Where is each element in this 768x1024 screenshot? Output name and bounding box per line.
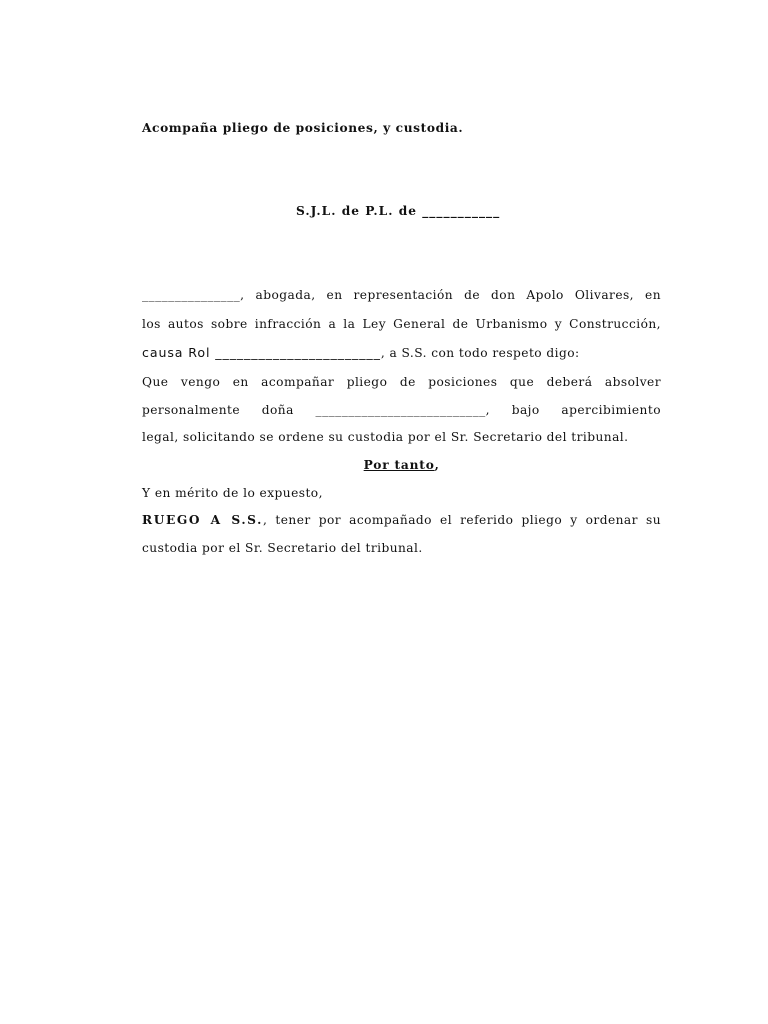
addressee: S.J.L. de P.L. de ___________ [296,204,501,218]
causa-rol-text: causa Rol _______________________ [142,345,381,360]
body-line-5: personalmente doña __________________________, bajo apercibimiento [142,403,661,417]
por-tanto-heading [142,457,661,473]
body-line-4: Que vengo en acompañar pliego de posiciones que deberá absolver [142,375,661,389]
ruego-line-1 [142,512,661,528]
merito-line: Y en mérito de lo expuesto, [142,486,323,500]
causa-rol-suffix: , a S.S. con todo respeto digo: [380,346,580,360]
document-title: Acompaña pliego de posiciones, y custodia. [142,121,464,135]
por-tanto-punct: , [434,458,440,472]
por-tanto-label: Por tanto [363,458,435,472]
ruego-label: RUEGO A S.S. [142,513,263,527]
ruego-line-2: custodia por el Sr. Secretario del tribunal. [142,541,423,555]
ruego-rest: , tener por acompañado el referido pliego y ordenar su [262,513,662,527]
body-line-1: _______________, abogada, en representación de don Apolo Olivares, en [142,288,661,302]
body-line-6: legal, solicitando se ordene su custodia por el Sr. Secretario del tribunal. [142,430,629,444]
body-line-2: los autos sobre infracción a la Ley General de Urbanismo y Construcción, [142,317,661,331]
body-line-3 [142,345,580,361]
